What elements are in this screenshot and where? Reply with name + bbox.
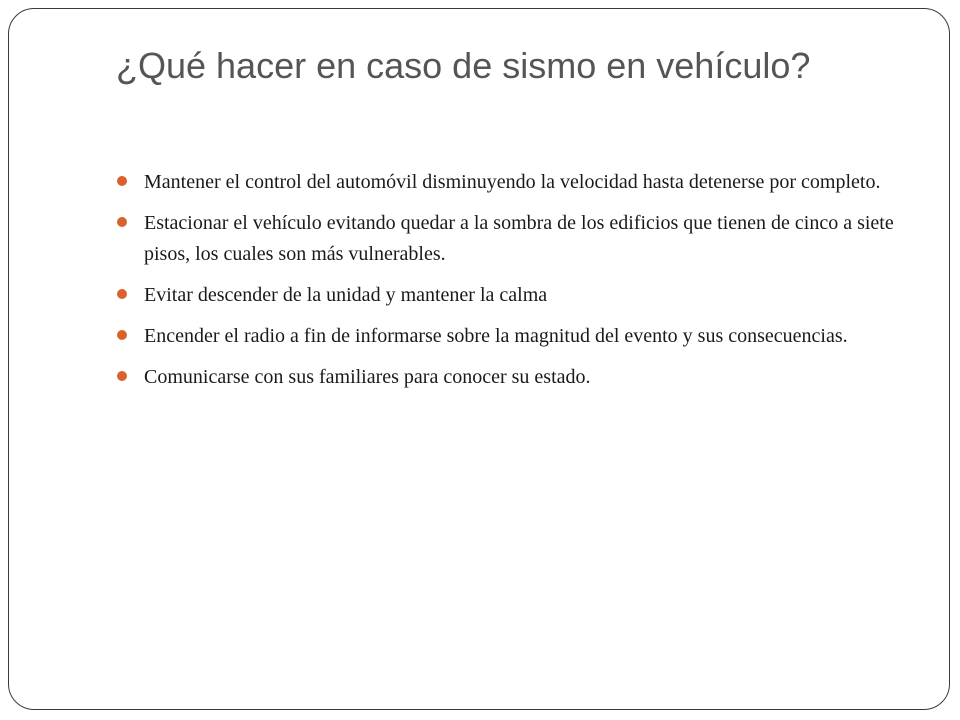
bullet-item-1: [116, 167, 916, 198]
bullet-dot-icon: [117, 371, 127, 381]
bullet-text: Encender el radio a fin de informarse sobre la magnitud del evento y sus consecuencias.: [144, 325, 848, 347]
bullet-item-4: [116, 321, 916, 352]
bullet-dot-icon: [117, 217, 127, 227]
bullet-dot-icon: [117, 176, 127, 186]
bullet-item-3: [116, 280, 916, 311]
bullet-text: Evitar descender de la unidad y mantener la calma: [144, 284, 548, 306]
bullet-text: Mantener el control del automóvil disminuyendo la velocidad hasta detenerse por completo.: [144, 171, 881, 193]
bullet-text: Estacionar el vehículo evitando quedar a la sombra de los edificios que tienen de cinco a siete pisos, los cuales son más vulnerables.: [144, 212, 894, 265]
slide-title: ¿Qué hacer en caso de sismo en vehículo?: [116, 45, 811, 86]
bullet-text: Comunicarse con sus familiares para conocer su estado.: [144, 366, 591, 388]
bullet-list: [116, 167, 916, 403]
bullet-item-5: [116, 362, 916, 393]
bullet-item-2: [116, 208, 916, 270]
bullet-dot-icon: [117, 330, 127, 340]
bullet-dot-icon: [117, 289, 127, 299]
slide-frame: [8, 8, 950, 710]
